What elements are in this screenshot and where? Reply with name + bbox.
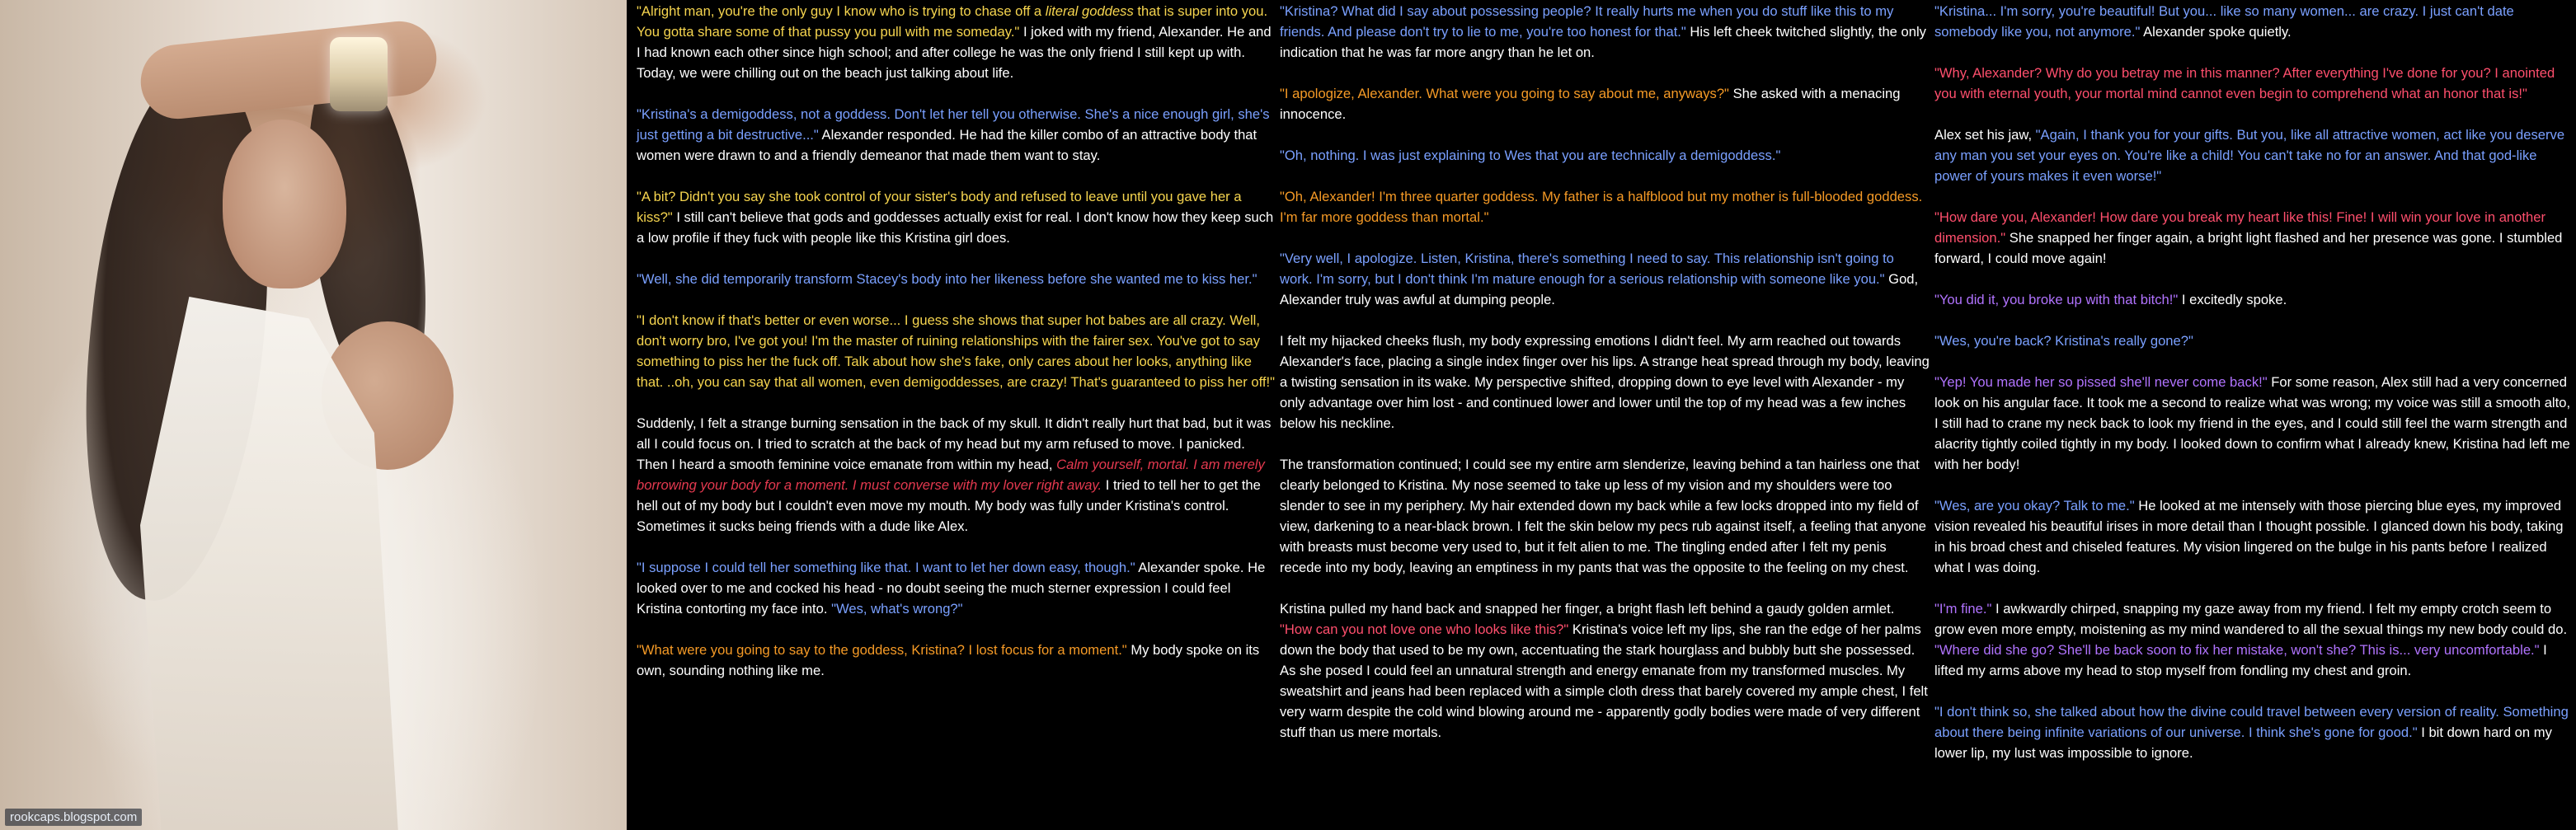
story-paragraph — [1280, 186, 1930, 227]
story-paragraph — [1934, 372, 2571, 475]
text-segment: "Wes, you're back? Kristina's really gone?" — [1934, 333, 2193, 349]
story-paragraph — [637, 640, 1276, 681]
text-segment: The transformation continued; I could see my entire arm slenderize, leaving behind a tan hairless one that clearly belonged to Kristina. My nose seemed to take up less of my vision and my shoulders were too slender to see in my periphery. My hair extended down my back while a few locks dropped into my field of view, darkening to a near-black brown. I felt the skin below my pecs rub against itself, a feeling that anyone with breasts must become very used to, but it felt alien to me. The tingling ended after I felt my penis recede into my body, leaving an emptiness in my pants that was the opposite to the feeling on my chest. — [1280, 457, 1927, 575]
story-paragraph — [1280, 331, 1930, 434]
text-segment: "I suppose I could tell her something like that. I want to let her down easy, though." — [637, 560, 1135, 575]
story-paragraph — [637, 557, 1276, 619]
text-segment: My body spoke on its own, sounding nothing like me. — [637, 642, 1260, 678]
text-segment: literal goddess — [1045, 3, 1134, 19]
text-segment: "What were you going to say to the goddess, Kristina? I lost focus for a moment." — [637, 642, 1127, 658]
story-column-3 — [1934, 1, 2571, 830]
text-segment: that is super into you. You gotta share some of that pussy you pull with me someday." — [637, 3, 1268, 40]
story-paragraph — [1934, 63, 2571, 104]
text-segment: His left cheek twitched slightly, the only indication that he was far more angry than he let on. — [1280, 24, 1926, 60]
text-segment: "Yep! You made her so pissed she'll never come back!" — [1934, 374, 2268, 390]
text-segment: "Again, I thank you for your gifts. But you, like all attractive women, act like you deserve any man you set your eyes on. You're like a child! You can't take no for an answer. And that god-like power of yours makes it even worse!" — [1934, 127, 2565, 184]
story-paragraph — [1934, 124, 2571, 186]
story-column-1 — [637, 1, 1276, 830]
story-paragraph — [1280, 83, 1930, 124]
text-segment: I still can't believe that gods and goddesses actually exist for real. I don't know how they keep such a low profile if they fuck with people like this Kristina girl does. — [637, 209, 1274, 246]
text-segment: "You did it, you broke up with that bitch!" — [1934, 292, 2179, 307]
text-segment: For some reason, Alex still had a very concerned look on his angular face. It took me a second to realize what was wrong; my voice was still a smooth alto, I still had to crane my neck back to look my friend in the eyes, and I could still feel the warm strength and alacrity tightly coiled tightly in my body. I looked down to confirm what I already knew, Kristina had left me with her body! — [1934, 374, 2571, 472]
text-segment: "Kristina... I'm sorry, you're beautiful! But you... like so many women... are crazy. I just can't date somebody like you, not anymore." — [1934, 3, 2514, 40]
story-paragraph — [1280, 145, 1930, 166]
story-paragraph — [637, 413, 1276, 537]
text-segment: Alexander spoke quietly. — [2140, 24, 2292, 40]
text-segment: I tried to tell her to get the hell out of my body but I couldn't even move my mouth. My body was fully under Kristina's control. Sometimes it sucks being friends with a dude like Alex. — [637, 477, 1261, 534]
text-segment: "Wes, what's wrong?" — [831, 601, 963, 617]
text-segment: He looked at me intensely with those piercing blue eyes, my improved vision revealed his beautiful irises in more detail than I thought possible. I glanced down his body, taking in his broad chest and chiseled features. My vision lingered on the bulge in his pants before I realized what I was doing. — [1934, 498, 2564, 575]
raised-arm-shape — [137, 17, 440, 122]
text-segment: "A bit? Didn't you say she took control of your sister's body and refused to leave until you gave her a kiss?" — [637, 189, 1242, 225]
text-segment: "How dare you, Alexander! How dare you break my heart like this! Fine! I will win your love in another dimension." — [1934, 209, 2545, 246]
text-segment: Alex set his jaw, — [1934, 127, 2036, 143]
story-paragraph — [1934, 495, 2571, 578]
story-paragraph — [1934, 331, 2571, 351]
text-segment: "Well, she did temporarily transform Stacey's body into her likeness before she wanted me to kiss her." — [637, 271, 1257, 287]
story-paragraph — [637, 269, 1276, 289]
text-segment: I lifted my arms above my head to stop myself from fondling my chest and groin. — [1934, 642, 2547, 678]
text-segment: "I don't think so, she talked about how the divine could travel between every version of reality. Something about there being infinite variations of our universe. I think she's gone for good." — [1934, 704, 2569, 740]
story-paragraph — [1934, 701, 2571, 763]
text-segment: "Kristina's a demigoddess, not a goddess. Don't let her tell you otherwise. She's a nice enough girl, she's just getting a bit destructive..." — [637, 106, 1270, 143]
text-segment: "Oh, Alexander! I'm three quarter goddess. My father is a halfblood but my mother is full-blooded goddess. I'm far more goddess than mortal." — [1280, 189, 1923, 225]
story-paragraph — [1280, 598, 1930, 743]
text-segment: "Where did she go? She'll be back soon to fix her mistake, won't she? This is... very uncomfortable." — [1934, 642, 2540, 658]
face-shape — [223, 120, 346, 288]
text-segment: I bit down hard on my lower lip, my lust was impossible to ignore. — [1934, 724, 2552, 761]
story-paragraph — [1934, 598, 2571, 681]
text-segment: "Very well, I apologize. Listen, Kristina, there's something I need to say. This relationship isn't going to work. I'm sorry, but I don't think I'm mature enough for a serious relationship with someone like you." — [1280, 251, 1894, 287]
text-segment: "How can you not love one who looks like this?" — [1280, 621, 1569, 637]
text-segment: I excitedly spoke. — [2178, 292, 2287, 307]
text-segment: Kristina's voice left my lips, she ran the edge of her palms down the body that used to be my own, accentuating the stark hourglass and bubbly butt she possessed. As she posed I could feel an unnatural strength and energy emanate from my transformed muscles. My sweatshirt and jeans had been replaced with a simple cloth dress that barely covered my ample chest, I felt very warm despite the cold wind blowing around me - apparently godly bodies were made of very different stuff than us mere mortals. — [1280, 621, 1928, 740]
text-segment: I awkwardly chirped, snapping my gaze away from my friend. I felt my empty crotch seem to grow even more empty, moistening as my mind wandered to all the sexual things my new body could do. — [1934, 601, 2568, 637]
text-segment: She snapped her finger again, a bright light flashed and her presence was gone. I stumbled forward, I could move again! — [1934, 230, 2563, 266]
text-segment: Suddenly, I felt a strange burning sensation in the back of my skull. It didn't really hurt that bad, but it was all I could focus on. I tried to scratch at the back of my head but my arm refused to move. I panicked. Then I heard a smooth feminine voice emanate from within my head, — [637, 415, 1272, 472]
text-segment: I felt my hijacked cheeks flush, my body expressing emotions I didn't feel. My arm reached out towards Alexander's face, placing a single index finger over his lips. A strange heat spread through my body, leaving a twisting sensation in its wake. My perspective shifted, dropping down to eye level with Alexander - my only advantage over him lost - and continued lower and lower until the top of my head was a few inches below his neckline. — [1280, 333, 1930, 431]
text-segment: Alexander spoke. He looked over to me and cocked his head - no doubt seeing the much sterner expression I could feel Kristina contorting my face into. — [637, 560, 1266, 617]
text-segment: "I don't know if that's better or even worse... I guess she shows that super hot babes are all crazy. Well, don't worry bro, I've got you! I'm the master of ruining relationships with the fairer sex. You've got to say something to piss her the fuck off. Talk about how she's fake, only cares about her looks, anything like that. ..oh, you can say that all women, even demigoddesses, are crazy! That's guaranteed to piss her off!" — [637, 312, 1276, 390]
text-segment: "Wes, are you okay? Talk to me." — [1934, 498, 2135, 513]
model-photo — [0, 0, 627, 830]
story-paragraph — [1280, 1, 1930, 63]
story-paragraph — [637, 310, 1276, 392]
text-segment: I joked with my friend, Alexander. He and I had known each other since high school; and after college he was the only friend I still kept up with. Today, we were chilling out on the beach just talking about life. — [637, 24, 1272, 81]
story-column-2 — [1280, 1, 1930, 830]
story-paragraph — [1280, 248, 1930, 310]
text-segment: "I'm fine." — [1934, 601, 1992, 617]
story-paragraph — [1280, 454, 1930, 578]
watermark-text: rookcaps.blogspot.com — [5, 809, 142, 826]
text-segment: She asked with a menacing innocence. — [1280, 86, 1901, 122]
text-segment: "Kristina? What did I say about possessing people? It really hurts me when you do stuff like this to my friends. And please don't try to lie to me, you're too honest for that." — [1280, 3, 1894, 40]
story-paragraph — [1934, 1, 2571, 42]
story-paragraph — [637, 104, 1276, 166]
story-paragraph — [1934, 289, 2571, 310]
text-segment: Alexander responded. He had the killer combo of an attractive body that women were drawn to and a friendly demeanor that made them want to stay. — [637, 127, 1257, 163]
text-segment: God, Alexander truly was awful at dumping people. — [1280, 271, 1919, 307]
text-segment: Kristina pulled my hand back and snapped her finger, a bright flash left behind a gaudy golden armlet. — [1280, 601, 1895, 617]
story-paragraph — [637, 186, 1276, 248]
text-segment: "I apologize, Alexander. What were you going to say about me, anyways?" — [1280, 86, 1729, 101]
text-segment: "Oh, nothing. I was just explaining to Wes that you are technically a demigoddess." — [1280, 148, 1781, 163]
text-segment: "Alright man, you're the only guy I know who is trying to chase off a — [637, 3, 1046, 19]
text-segment: "Why, Alexander? Why do you betray me in this manner? After everything I've done for you? I anointed you with eternal youth, your mortal mind cannot even begin to comprehend what an honor that is!" — [1934, 65, 2555, 101]
story-paragraph — [637, 1, 1276, 83]
text-segment: Calm yourself, mortal. I am merely borrowing your body for a moment. I must converse with my lover right away. — [637, 457, 1265, 493]
story-paragraph — [1934, 207, 2571, 269]
armlet-shape — [330, 37, 388, 111]
